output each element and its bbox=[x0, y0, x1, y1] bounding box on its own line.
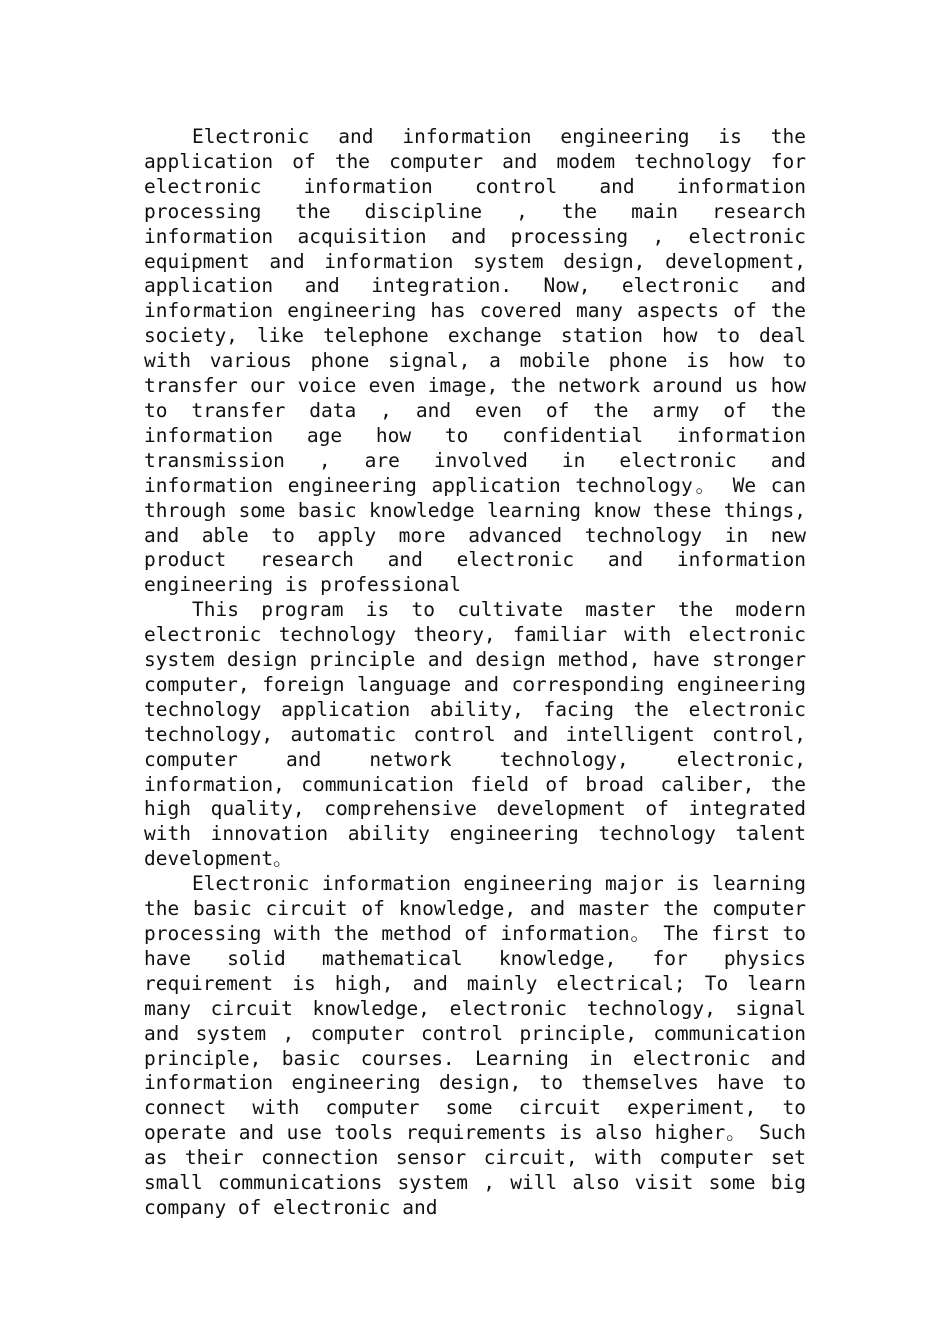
paragraph-intro: Electronic and information engineering is the application of the computer and modem technology for electronic information control and information processing the discipline , the main research information acquisition and processing , electronic equipment and information system design, development, application and integration. Now, electronic and information engineering has covered many aspects of the society, like telephone exchange station how to deal with various phone signal, a mobile phone is how to transfer our voice even image, the network around us how to transfer data , and even of the army of the information age how to confidential information transmission , are involved in electronic and information engineering application technology。 We can through some basic knowledge learning know these things, and able to apply more advanced technology in new product research and electronic and information engineering is professional bbox=[144, 125, 806, 597]
paragraph-program-goals: This program is to cultivate master the modern electronic technology theory, familiar with electronic system design principle and design method, have stronger computer, foreign language and corresponding engineering technology application ability, facing the electronic technology, automatic control and intelligent control, computer and network technology, electronic, information, communication field of broad caliber, the high quality, comprehensive development of integrated with innovation ability engineering technology talent development。 bbox=[144, 598, 806, 871]
paragraph-major-study: Electronic information engineering major is learning the basic circuit of knowledge, and master the computer processing with the method of information。 The first to have solid mathematical knowledge, for physics requirement is high, and mainly electrical; To learn many circuit knowledge, electronic technology, signal and system , computer control principle, communication principle, basic courses. Learning in electronic and information engineering design, to themselves have to connect with computer some circuit experiment, to operate and use tools requirements is also higher。 Such as their connection sensor circuit, with computer set small communications system , will also visit some big company of electronic and bbox=[144, 872, 806, 1219]
body-text bbox=[144, 125, 806, 1221]
